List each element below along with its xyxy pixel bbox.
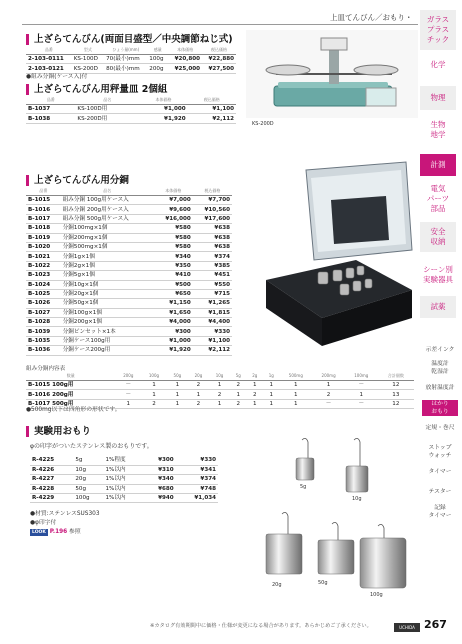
- table-cell: 1%以内: [103, 494, 143, 503]
- balance-photo: [246, 30, 418, 118]
- table-cell: ¥1,650: [154, 308, 193, 317]
- hooks-note-print: ●φ印字付: [30, 520, 57, 526]
- table-cell: B-1015: [26, 196, 61, 205]
- col-header: 500mg: [279, 372, 312, 381]
- table-row: [26, 381, 414, 390]
- table-cell: 1: [167, 399, 188, 408]
- table-row: [26, 336, 232, 345]
- table-cell: B-1036: [26, 346, 61, 355]
- table-cell: R-4227: [30, 475, 73, 484]
- set-table-title: 組み分銅内容表: [26, 366, 66, 372]
- table-cell: 1: [345, 390, 378, 399]
- table-cell: 1: [141, 381, 167, 390]
- side-tab-5[interactable]: 電気 パーツ 部品: [426, 184, 450, 213]
- table-cell: 200g: [147, 64, 168, 73]
- col-header: 品名: [61, 187, 154, 196]
- table-cell: ¥638: [193, 233, 232, 242]
- index-tab-6[interactable]: タイマー: [428, 469, 452, 475]
- table-cell: 1: [312, 381, 345, 390]
- table-cell: －: [115, 381, 141, 390]
- table-cell: 分銅1g×1個: [61, 252, 154, 261]
- table-cell: ¥1,100: [193, 336, 232, 345]
- table-cell: ¥451: [193, 271, 232, 280]
- table-row: [26, 252, 232, 261]
- table-row: [26, 289, 232, 298]
- table-cell: ¥341: [176, 465, 218, 474]
- table-cell: B-1019: [26, 233, 61, 242]
- table-row: [26, 261, 232, 270]
- table-cell: 分銅2g×1個: [61, 261, 154, 270]
- table-cell: 1: [247, 399, 263, 408]
- side-tab-4[interactable]: 計測: [420, 154, 456, 176]
- table-cell: B-1017 500g用: [26, 399, 115, 408]
- table-cell: 分銅50g×1個: [61, 299, 154, 308]
- table-cell: 12: [378, 399, 414, 408]
- table-cell: 2: [247, 390, 263, 399]
- table-cell: 1: [263, 381, 279, 390]
- col-header: 品番: [26, 96, 75, 105]
- pans-title: 上ざらてんびん用秤量皿 2個組: [26, 84, 167, 95]
- index-tab-0[interactable]: 示差インク: [425, 347, 455, 353]
- hook-label-10g: 10g: [352, 496, 362, 502]
- col-header: 合計個数: [378, 372, 414, 381]
- col-header: 型式: [72, 46, 104, 55]
- col-header: 50g: [167, 372, 188, 381]
- col-header: 数量: [26, 372, 115, 381]
- col-header: 税込価格: [193, 187, 232, 196]
- col-header: ひょう量(mm): [104, 46, 147, 55]
- table-cell: ¥1,920: [154, 346, 193, 355]
- table-cell: 1: [209, 381, 230, 390]
- table-cell: 80(最小)mm: [104, 64, 147, 73]
- table-cell: 2: [188, 381, 209, 390]
- table-cell: B-1023: [26, 271, 61, 280]
- table-cell: 2: [230, 399, 246, 408]
- table-cell: ¥1,815: [193, 308, 232, 317]
- side-tab-7[interactable]: シーン別 実験器具: [423, 265, 453, 284]
- col-header: 税込価格: [188, 96, 236, 105]
- look-badge: LOOK: [32, 530, 46, 535]
- table-cell: B-1022: [26, 261, 61, 270]
- table-cell: 2: [230, 381, 246, 390]
- table-cell: 5g: [73, 456, 103, 465]
- table-cell: 12: [378, 381, 414, 390]
- table-cell: 1: [209, 399, 230, 408]
- table-cell: ¥27,500: [202, 64, 236, 73]
- table-cell: B-1037: [26, 105, 75, 114]
- col-header: 本体価格: [168, 46, 202, 55]
- col-header: 1g: [263, 372, 279, 381]
- table-cell: 1: [279, 390, 312, 399]
- table-row: [30, 484, 218, 493]
- index-tab-3[interactable]: はかり おもり: [422, 400, 458, 416]
- col-header: 本体価格: [154, 187, 193, 196]
- table-cell: 1: [230, 390, 246, 399]
- table-cell: ¥1,150: [154, 299, 193, 308]
- index-tab-5[interactable]: ストップ ウォッチ: [428, 445, 452, 459]
- table-cell: B-1038: [26, 114, 75, 123]
- hooks-title: 実験用おもり: [26, 426, 91, 437]
- pans-table: [26, 96, 236, 124]
- index-tab-2[interactable]: 放射温度計: [425, 385, 455, 391]
- col-header: 20g: [188, 372, 209, 381]
- table-cell: B-1020: [26, 242, 61, 251]
- table-cell: ¥410: [154, 271, 193, 280]
- table-cell: －: [345, 381, 378, 390]
- page-number: 267: [424, 618, 447, 631]
- table-cell: 20g: [73, 475, 103, 484]
- weights-title: 上ざらてんびん用分銅: [26, 175, 129, 186]
- table-cell: KS-200D用: [75, 114, 139, 123]
- table-cell: ¥580: [154, 224, 193, 233]
- table-cell: ¥350: [154, 261, 193, 270]
- table-cell: 組み分銅 500g用ケース入: [61, 214, 154, 223]
- hooks-table: [30, 456, 218, 503]
- table-row: [26, 280, 232, 289]
- table-row: [26, 55, 236, 64]
- table-row: [26, 105, 236, 114]
- col-header: 100mg: [345, 372, 378, 381]
- brand-logo: UCHIDA: [394, 623, 420, 632]
- table-cell: ¥638: [193, 242, 232, 251]
- table-cell: ¥4,000: [154, 318, 193, 327]
- table-cell: ¥340: [154, 252, 193, 261]
- index-tab-7[interactable]: テスター: [428, 489, 452, 495]
- hook-label-20g: 20g: [272, 582, 282, 588]
- table-cell: 組み分銅 100g用ケース入: [61, 196, 154, 205]
- table-cell: ¥16,000: [154, 214, 193, 223]
- table-cell: 分銅10g×1個: [61, 280, 154, 289]
- index-tab-1[interactable]: 温度計 乾湿計: [431, 361, 449, 375]
- table-cell: 1: [167, 390, 188, 399]
- table-cell: ¥500: [154, 280, 193, 289]
- table-row: [26, 114, 236, 123]
- table-cell: 分銅100g×1個: [61, 308, 154, 317]
- table-cell: ¥330: [193, 327, 232, 336]
- side-tab-1[interactable]: 化学: [430, 60, 446, 69]
- side-tab-2[interactable]: 物理: [420, 86, 456, 110]
- col-header: 品名: [75, 96, 139, 105]
- table-cell: 1: [247, 381, 263, 390]
- table-row: [26, 346, 232, 355]
- table-cell: ¥550: [193, 280, 232, 289]
- table-cell: B-1025: [26, 289, 61, 298]
- hook-label-100g: 100g: [370, 592, 383, 598]
- table-cell: ¥1,000: [154, 336, 193, 345]
- table-cell: 1: [167, 381, 188, 390]
- table-cell: ¥385: [193, 261, 232, 270]
- set-table-note: ●500mg以下は四角形の形状です。: [26, 407, 121, 413]
- table-cell: ¥330: [176, 456, 218, 465]
- table-cell: 2-103-0111: [26, 55, 72, 64]
- table-row: [26, 271, 232, 280]
- table-cell: KS-100D用: [75, 105, 139, 114]
- table-row: [26, 224, 232, 233]
- table-cell: 分銅500mg×1個: [61, 242, 154, 251]
- balance-note: ●組み分銅(ケース入)付: [26, 74, 88, 80]
- table-cell: ¥1,034: [176, 494, 218, 503]
- table-cell: 1: [263, 390, 279, 399]
- table-cell: ¥374: [193, 252, 232, 261]
- table-cell: B-1016 200g用: [26, 390, 115, 399]
- table-cell: ¥940: [143, 494, 175, 503]
- col-header: 200g: [115, 372, 141, 381]
- table-cell: KS-200D: [72, 64, 104, 73]
- table-cell: ¥17,600: [193, 214, 232, 223]
- hooks-note-material: ●材質:ステンレスSUS303: [30, 511, 100, 517]
- table-cell: ¥2,112: [188, 114, 236, 123]
- side-tab-6[interactable]: 安全 収納: [420, 222, 456, 252]
- col-header: 品番: [26, 46, 72, 55]
- weight-set-photo: [236, 160, 416, 350]
- table-cell: KS-100D: [72, 55, 104, 64]
- table-row: [26, 242, 232, 251]
- table-cell: ¥22,880: [202, 55, 236, 64]
- index-tab-8[interactable]: 記録 タイマー: [428, 505, 452, 519]
- table-cell: 分銅ケース200g用: [61, 346, 154, 355]
- look-suffix: 参照: [69, 529, 81, 535]
- table-cell: 1: [263, 399, 279, 408]
- table-cell: ¥25,000: [168, 64, 202, 73]
- breadcrumb: 上皿てんびん／おもり・: [330, 13, 413, 22]
- table-cell: －: [115, 390, 141, 399]
- table-cell: ¥374: [176, 475, 218, 484]
- table-cell: 10g: [73, 465, 103, 474]
- table-cell: 分銅5g×1個: [61, 271, 154, 280]
- table-cell: 100g: [147, 55, 168, 64]
- table-cell: ¥2,112: [193, 346, 232, 355]
- table-cell: B-1035: [26, 336, 61, 345]
- table-cell: B-1024: [26, 280, 61, 289]
- side-tab-8[interactable]: 試薬: [420, 296, 456, 318]
- table-cell: 1: [188, 390, 209, 399]
- table-cell: R-4228: [30, 484, 73, 493]
- table-cell: 13: [378, 390, 414, 399]
- col-header: 5g: [230, 372, 246, 381]
- col-header: 10g: [209, 372, 230, 381]
- table-cell: 1%以内: [103, 475, 143, 484]
- balance-table: [26, 46, 236, 74]
- table-cell: R-4225: [30, 456, 73, 465]
- hook-weights-photo: [236, 434, 416, 604]
- table-cell: R-4226: [30, 465, 73, 474]
- table-cell: 分銅ケース100g用: [61, 336, 154, 345]
- table-row: [26, 318, 232, 327]
- balance-photo-label: KS-200D: [252, 121, 274, 127]
- table-cell: ¥1,265: [193, 299, 232, 308]
- table-cell: ¥748: [176, 484, 218, 493]
- table-cell: ¥300: [143, 456, 175, 465]
- table-cell: ¥340: [143, 475, 175, 484]
- side-tab-3[interactable]: 生物 地学: [430, 120, 446, 139]
- table-cell: －: [312, 399, 345, 408]
- table-cell: 1: [279, 381, 312, 390]
- table-cell: ¥20,800: [168, 55, 202, 64]
- table-cell: 分銅100mg×1個: [61, 224, 154, 233]
- table-cell: 1%程度: [103, 456, 143, 465]
- table-cell: 分銅ピンセット×1本: [61, 327, 154, 336]
- table-cell: 1: [279, 399, 312, 408]
- table-cell: 70(最小)mm: [104, 55, 147, 64]
- table-cell: B-1026: [26, 299, 61, 308]
- table-cell: B-1039: [26, 327, 61, 336]
- col-header: 本体価格: [139, 96, 187, 105]
- table-cell: ¥650: [154, 289, 193, 298]
- weights-table: [26, 187, 232, 356]
- col-header: 品番: [26, 187, 61, 196]
- side-tab-0[interactable]: ガラス プラス チック: [420, 10, 456, 50]
- col-header: 感量: [147, 46, 168, 55]
- col-header: 税込価格: [202, 46, 236, 55]
- table-cell: ¥680: [143, 484, 175, 493]
- table-cell: ¥638: [193, 224, 232, 233]
- balance-title: 上ざらてんびん(両面目盛型／中央調節ねじ式): [26, 34, 233, 45]
- table-cell: 1: [141, 390, 167, 399]
- table-cell: －: [345, 399, 378, 408]
- table-row: [26, 205, 232, 214]
- look-page: P.196: [49, 529, 68, 535]
- table-cell: ¥9,600: [154, 205, 193, 214]
- table-cell: 100g: [73, 494, 103, 503]
- table-cell: B-1018: [26, 224, 61, 233]
- table-row: [26, 299, 232, 308]
- table-cell: 50g: [73, 484, 103, 493]
- table-row: [26, 214, 232, 223]
- table-cell: B-1027: [26, 308, 61, 317]
- index-tab-4[interactable]: 定規・巻尺: [425, 425, 455, 431]
- table-row: [26, 390, 414, 399]
- footer-disclaimer: ※カタログ有効期間中に価格・仕様が変更になる場合があります。あらかじめご了承ください。: [150, 623, 372, 629]
- table-cell: 2-103-0121: [26, 64, 72, 73]
- table-cell: 2: [141, 399, 167, 408]
- col-header: 2g: [247, 372, 263, 381]
- table-row: [30, 494, 218, 503]
- table-row: [30, 465, 218, 474]
- table-cell: B-1021: [26, 252, 61, 261]
- col-header: 200mg: [312, 372, 345, 381]
- table-cell: 1: [115, 399, 141, 408]
- table-cell: 1%以内: [103, 484, 143, 493]
- table-cell: 2: [209, 390, 230, 399]
- look-reference[interactable]: [30, 526, 81, 536]
- table-cell: ¥1,000: [139, 105, 187, 114]
- table-cell: 2: [312, 390, 345, 399]
- table-cell: ¥10,560: [193, 205, 232, 214]
- table-cell: 分銅200g×1個: [61, 318, 154, 327]
- table-cell: 分銅20g×1個: [61, 289, 154, 298]
- table-cell: ¥580: [154, 233, 193, 242]
- table-cell: ¥310: [143, 465, 175, 474]
- hook-label-5g: 5g: [300, 484, 307, 490]
- table-cell: 分銅200mg×1個: [61, 233, 154, 242]
- table-cell: 組み分銅 200g用ケース入: [61, 205, 154, 214]
- table-cell: ¥580: [154, 242, 193, 251]
- table-cell: B-1028: [26, 318, 61, 327]
- table-row: [26, 308, 232, 317]
- table-row: [30, 456, 218, 465]
- col-header: 100g: [141, 372, 167, 381]
- table-cell: ¥7,700: [193, 196, 232, 205]
- table-cell: ¥4,400: [193, 318, 232, 327]
- table-cell: B-1015 100g用: [26, 381, 115, 390]
- table-cell: B-1017: [26, 214, 61, 223]
- hook-label-50g: 50g: [318, 580, 328, 586]
- header-divider: [22, 24, 418, 25]
- table-cell: ¥7,000: [154, 196, 193, 205]
- table-cell: R-4229: [30, 494, 73, 503]
- table-cell: 1%以内: [103, 465, 143, 474]
- table-row: [26, 327, 232, 336]
- table-row: [30, 475, 218, 484]
- table-cell: ¥300: [154, 327, 193, 336]
- table-cell: ¥1,100: [188, 105, 236, 114]
- table-cell: 2: [188, 399, 209, 408]
- table-cell: ¥1,920: [139, 114, 187, 123]
- table-cell: ¥715: [193, 289, 232, 298]
- hooks-subtitle: φの印字がついたステンレス製のおもりです。: [30, 443, 153, 450]
- table-row: [26, 196, 232, 205]
- table-cell: B-1016: [26, 205, 61, 214]
- table-row: [26, 233, 232, 242]
